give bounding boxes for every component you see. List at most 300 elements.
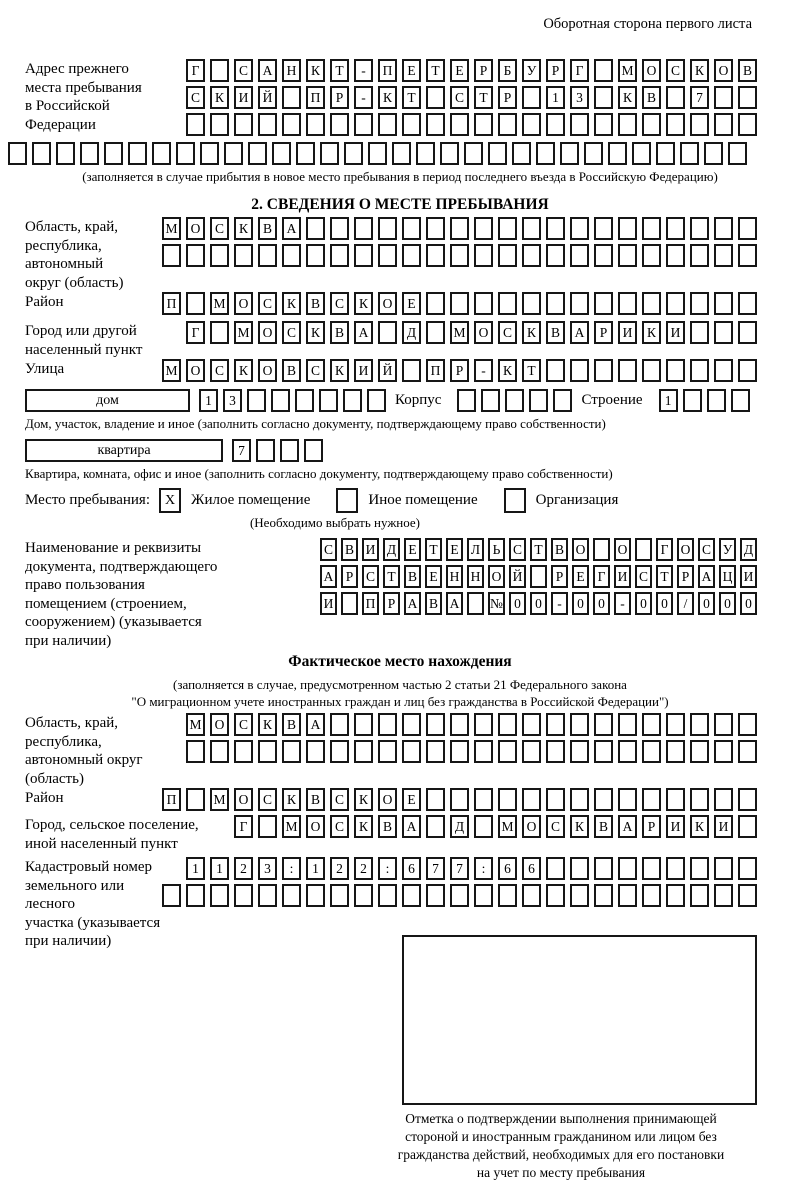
char-cell: К: [570, 815, 589, 838]
char-cell: [354, 740, 373, 763]
prev-address-label: [25, 59, 142, 134]
kadastr-label: [25, 857, 162, 951]
char-cell: [570, 884, 589, 907]
char-cell: К: [306, 59, 325, 82]
char-cell: [594, 86, 613, 109]
char-cell: [546, 884, 565, 907]
label-line: автономный: [25, 256, 104, 272]
char-cell: [258, 244, 277, 267]
char-cell: [642, 244, 661, 267]
char-cell: [234, 244, 253, 267]
char-cell: [642, 884, 661, 907]
document-row-1: [320, 538, 757, 561]
stroenie-cells: [659, 389, 750, 412]
char-cell: [498, 740, 517, 763]
char-cell: Р: [341, 565, 358, 588]
prev-address-row-4: [8, 142, 757, 165]
label-line: участка (указывается: [25, 914, 161, 931]
char-cell: 0: [593, 592, 610, 615]
char-cell: Т: [383, 565, 400, 588]
char-cell: [618, 857, 637, 880]
char-cell: [498, 884, 517, 907]
char-cell: [282, 86, 301, 109]
char-cell: Д: [383, 538, 400, 561]
char-cell: [378, 217, 397, 240]
char-cell: К: [258, 713, 277, 736]
char-cell: О: [186, 217, 205, 240]
char-cell: 0: [509, 592, 526, 615]
char-cell: В: [551, 538, 568, 561]
char-cell: [247, 389, 266, 412]
label-line: "О миграционном учете иностранных граждан и лиц без гражданства в Российской Федерации"): [131, 694, 669, 709]
label-line: на учет по месту пребывания: [476, 1164, 646, 1180]
char-cell: К: [234, 359, 253, 382]
char-cell: [738, 292, 757, 315]
char-cell: А: [306, 713, 325, 736]
char-cell: [450, 713, 469, 736]
char-cell: [546, 359, 565, 382]
label-line: гражданства действий, необходимых для его постановки: [397, 1146, 725, 1162]
char-cell: Т: [474, 86, 493, 109]
char-cell: В: [341, 538, 358, 561]
char-cell: Е: [402, 788, 421, 811]
char-cell: Г: [186, 59, 205, 82]
char-cell: [618, 740, 637, 763]
char-cell: [426, 815, 445, 838]
char-cell: Н: [282, 59, 301, 82]
char-cell: [186, 788, 205, 811]
char-cell: [570, 857, 589, 880]
label-line: населенный пункт: [25, 341, 143, 358]
char-cell: 7: [426, 857, 445, 880]
char-cell: :: [282, 857, 301, 880]
char-cell: [104, 142, 123, 165]
label-line: при наличии): [25, 933, 112, 949]
char-cell: О: [474, 321, 493, 344]
char-cell: У: [522, 59, 541, 82]
char-cell: [474, 740, 493, 763]
char-cell: В: [330, 321, 349, 344]
char-cell: [642, 217, 661, 240]
char-cell: [210, 884, 229, 907]
char-cell: [690, 321, 709, 344]
char-cell: [714, 857, 733, 880]
char-cell: [522, 713, 541, 736]
char-cell: [258, 113, 277, 136]
char-cell: [402, 740, 421, 763]
char-cell: А: [618, 815, 637, 838]
char-cell: [296, 142, 315, 165]
char-cell: [522, 788, 541, 811]
char-cell: М: [234, 321, 253, 344]
char-cell: [714, 713, 733, 736]
raion-block: [25, 292, 757, 315]
char-cell: [738, 113, 757, 136]
char-cell: [402, 217, 421, 240]
char-cell: О: [522, 815, 541, 838]
house-caption: Дом, участок, владение и иное (заполнить согласно документу, подтверждающему право собственности): [25, 416, 606, 431]
char-cell: [498, 713, 517, 736]
gorod-row: [186, 321, 757, 344]
char-cell: [594, 244, 613, 267]
char-cell: [594, 788, 613, 811]
char-cell: [642, 113, 661, 136]
char-cell: В: [378, 815, 397, 838]
label-line: Наименование и реквизиты: [25, 540, 202, 556]
char-cell: [594, 359, 613, 382]
kadastr-row-2: [162, 884, 757, 907]
label-line: Область, край,: [25, 715, 119, 731]
section2-title: 2. СВЕДЕНИЯ О МЕСТЕ ПРЕБЫВАНИЯ: [251, 196, 549, 213]
char-cell: С: [282, 321, 301, 344]
char-cell: -: [354, 59, 373, 82]
char-cell: [464, 142, 483, 165]
raion2-row: [162, 788, 757, 811]
stay-type-caption: (Необходимо выбрать нужное): [249, 515, 421, 530]
char-cell: [378, 740, 397, 763]
char-cell: Е: [402, 292, 421, 315]
char-cell: [522, 884, 541, 907]
char-cell: [618, 884, 637, 907]
char-cell: [330, 113, 349, 136]
char-cell: [450, 217, 469, 240]
char-cell: О: [210, 713, 229, 736]
char-cell: [714, 788, 733, 811]
char-cell: Г: [656, 538, 673, 561]
char-cell: Ь: [488, 538, 505, 561]
char-cell: [618, 113, 637, 136]
char-cell: [488, 142, 507, 165]
char-cell: И: [666, 321, 685, 344]
char-cell: С: [330, 788, 349, 811]
char-cell: [594, 857, 613, 880]
char-cell: [282, 113, 301, 136]
char-cell: [570, 713, 589, 736]
char-cell: [707, 389, 726, 412]
char-cell: С: [258, 292, 277, 315]
label-line: республика,: [25, 733, 102, 750]
char-cell: [128, 142, 147, 165]
raion2-label: Район: [25, 790, 64, 806]
char-cell: [474, 815, 493, 838]
char-cell: [330, 713, 349, 736]
char-cell: И: [714, 815, 733, 838]
char-cell: Т: [402, 86, 421, 109]
label-line: Город, сельское поселение,: [25, 817, 199, 833]
char-cell: С: [258, 788, 277, 811]
char-cell: А: [570, 321, 589, 344]
char-cell: [402, 713, 421, 736]
char-cell: О: [258, 321, 277, 344]
char-cell: К: [330, 359, 349, 382]
char-cell: [570, 359, 589, 382]
char-cell: [330, 884, 349, 907]
char-cell: [426, 321, 445, 344]
char-cell: :: [474, 857, 493, 880]
char-cell: [306, 113, 325, 136]
char-cell: [560, 142, 579, 165]
prev-address-caption: (заполняется в случае прибытия в новое место пребывания в период последнего въезда в Российскую Федерацию): [82, 169, 718, 184]
oblast-row-1: [162, 217, 757, 240]
char-cell: Б: [498, 59, 517, 82]
char-cell: 3: [258, 857, 277, 880]
char-cell: [714, 217, 733, 240]
char-cell: [642, 359, 661, 382]
char-cell: Г: [186, 321, 205, 344]
page-side-note: Оборотная сторона первого листа: [543, 16, 752, 32]
char-cell: Р: [450, 359, 469, 382]
label-line: Кадастровый номер: [25, 859, 152, 875]
char-cell: [728, 142, 747, 165]
char-cell: [690, 713, 709, 736]
char-cell: [529, 389, 548, 412]
char-cell: [593, 538, 610, 561]
char-cell: [450, 788, 469, 811]
char-cell: 7: [232, 439, 251, 462]
char-cell: [546, 113, 565, 136]
korpus-label: Корпус: [395, 392, 442, 408]
char-cell: [536, 142, 555, 165]
char-cell: Н: [446, 565, 463, 588]
char-cell: [186, 113, 205, 136]
char-cell: [402, 884, 421, 907]
char-cell: М: [186, 713, 205, 736]
char-cell: [271, 389, 290, 412]
label-line: Федерации: [25, 116, 96, 133]
document-block: [25, 538, 757, 650]
char-cell: В: [425, 592, 442, 615]
char-cell: [594, 113, 613, 136]
char-cell: [224, 142, 243, 165]
char-cell: [666, 217, 685, 240]
char-cell: А: [402, 815, 421, 838]
char-cell: О: [378, 788, 397, 811]
char-cell: [690, 359, 709, 382]
char-cell: [618, 292, 637, 315]
char-cell: И: [320, 592, 337, 615]
char-cell: [176, 142, 195, 165]
char-cell: С: [698, 538, 715, 561]
label-line: автономный округ: [25, 752, 143, 768]
char-cell: [666, 740, 685, 763]
char-cell: 1: [546, 86, 565, 109]
char-cell: [306, 884, 325, 907]
section3-title: Фактическое место нахождения: [288, 653, 512, 670]
char-cell: М: [162, 217, 181, 240]
char-cell: В: [282, 359, 301, 382]
char-cell: [367, 389, 386, 412]
char-cell: [306, 740, 325, 763]
char-cell: О: [677, 538, 694, 561]
char-cell: [474, 713, 493, 736]
char-cell: С: [666, 59, 685, 82]
char-cell: И: [740, 565, 757, 588]
char-cell: [632, 142, 651, 165]
char-cell: [498, 788, 517, 811]
char-cell: [690, 244, 709, 267]
char-cell: [498, 292, 517, 315]
char-cell: [738, 244, 757, 267]
char-cell: [258, 740, 277, 763]
label-line: Адрес прежнего: [25, 61, 129, 77]
char-cell: И: [362, 538, 379, 561]
apartment-type-box: квартира: [25, 439, 223, 462]
char-cell: Й: [509, 565, 526, 588]
char-cell: [738, 321, 757, 344]
char-cell: К: [498, 359, 517, 382]
label-line: документа, подтверждающего: [25, 558, 218, 575]
char-cell: К: [378, 86, 397, 109]
label-line: в Российской: [25, 98, 110, 114]
apartment-row: [25, 439, 770, 462]
oblast-row-2: [162, 244, 757, 267]
char-cell: [642, 857, 661, 880]
char-cell: [234, 884, 253, 907]
char-cell: [306, 217, 325, 240]
char-cell: Ц: [719, 565, 736, 588]
char-cell: М: [162, 359, 181, 382]
char-cell: Р: [546, 59, 565, 82]
char-cell: [618, 713, 637, 736]
label-line: Город или другой: [25, 323, 137, 339]
char-cell: [570, 244, 589, 267]
char-cell: [570, 217, 589, 240]
char-cell: 0: [740, 592, 757, 615]
char-cell: [505, 389, 524, 412]
char-cell: [234, 740, 253, 763]
stamp-box: [402, 935, 757, 1105]
gorod-block: [25, 321, 757, 359]
char-cell: Р: [642, 815, 661, 838]
char-cell: С: [210, 217, 229, 240]
char-cell: [608, 142, 627, 165]
char-cell: [474, 292, 493, 315]
char-cell: [80, 142, 99, 165]
char-cell: [498, 113, 517, 136]
char-cell: 1: [306, 857, 325, 880]
char-cell: С: [362, 565, 379, 588]
char-cell: В: [594, 815, 613, 838]
checkbox-residential: X: [159, 488, 181, 513]
char-cell: П: [306, 86, 325, 109]
char-cell: [8, 142, 27, 165]
char-cell: [282, 884, 301, 907]
char-cell: [162, 244, 181, 267]
char-cell: [344, 142, 363, 165]
char-cell: К: [210, 86, 229, 109]
oblast-rows: [162, 217, 757, 267]
char-cell: [426, 788, 445, 811]
char-cell: [354, 217, 373, 240]
char-cell: О: [714, 59, 733, 82]
char-cell: [584, 142, 603, 165]
char-cell: П: [362, 592, 379, 615]
char-cell: [426, 713, 445, 736]
char-cell: О: [234, 292, 253, 315]
char-cell: -: [614, 592, 631, 615]
char-cell: [450, 244, 469, 267]
char-cell: П: [162, 788, 181, 811]
oblast2-label: [25, 713, 143, 788]
char-cell: [186, 740, 205, 763]
char-cell: 1: [210, 857, 229, 880]
char-cell: О: [378, 292, 397, 315]
char-cell: М: [498, 815, 517, 838]
char-cell: Г: [234, 815, 253, 838]
char-cell: [378, 713, 397, 736]
char-cell: В: [306, 788, 325, 811]
char-cell: С: [210, 359, 229, 382]
char-cell: [295, 389, 314, 412]
char-cell: [378, 113, 397, 136]
char-cell: П: [162, 292, 181, 315]
char-cell: 0: [635, 592, 652, 615]
char-cell: Т: [656, 565, 673, 588]
char-cell: Н: [467, 565, 484, 588]
char-cell: [714, 113, 733, 136]
char-cell: [450, 292, 469, 315]
char-cell: [258, 884, 277, 907]
char-cell: [530, 565, 547, 588]
char-cell: [738, 86, 757, 109]
char-cell: [200, 142, 219, 165]
char-cell: Р: [677, 565, 694, 588]
char-cell: [690, 217, 709, 240]
char-cell: [731, 389, 750, 412]
apartment-number-cells: [232, 439, 323, 462]
char-cell: 7: [450, 857, 469, 880]
kadastr-rows: [162, 857, 757, 907]
char-cell: [642, 292, 661, 315]
char-cell: [498, 244, 517, 267]
prev-address-rows: [186, 59, 757, 136]
label-line: республика,: [25, 237, 102, 254]
checkbox-other-premises: [336, 488, 358, 513]
oblast2-block: [25, 713, 757, 788]
char-cell: А: [404, 592, 421, 615]
char-cell: [738, 713, 757, 736]
char-cell: [186, 292, 205, 315]
label-line: при наличии): [25, 632, 112, 649]
stamp-caption: [365, 1110, 757, 1180]
char-cell: 0: [719, 592, 736, 615]
char-cell: [714, 244, 733, 267]
char-cell: [522, 86, 541, 109]
char-cell: [474, 113, 493, 136]
char-cell: [426, 292, 445, 315]
char-cell: В: [306, 292, 325, 315]
document-label: [25, 538, 217, 650]
char-cell: К: [690, 59, 709, 82]
char-cell: [714, 292, 733, 315]
char-cell: С: [234, 59, 253, 82]
char-cell: [704, 142, 723, 165]
char-cell: [522, 740, 541, 763]
char-cell: [272, 142, 291, 165]
char-cell: 3: [570, 86, 589, 109]
char-cell: [594, 59, 613, 82]
char-cell: Г: [593, 565, 610, 588]
char-cell: [618, 217, 637, 240]
kadastr-row-1: [162, 857, 757, 880]
char-cell: С: [330, 815, 349, 838]
char-cell: К: [618, 86, 637, 109]
char-cell: [666, 292, 685, 315]
char-cell: [594, 884, 613, 907]
char-cell: Й: [378, 359, 397, 382]
oblast2-row-1: [186, 713, 757, 736]
char-cell: С: [509, 538, 526, 561]
